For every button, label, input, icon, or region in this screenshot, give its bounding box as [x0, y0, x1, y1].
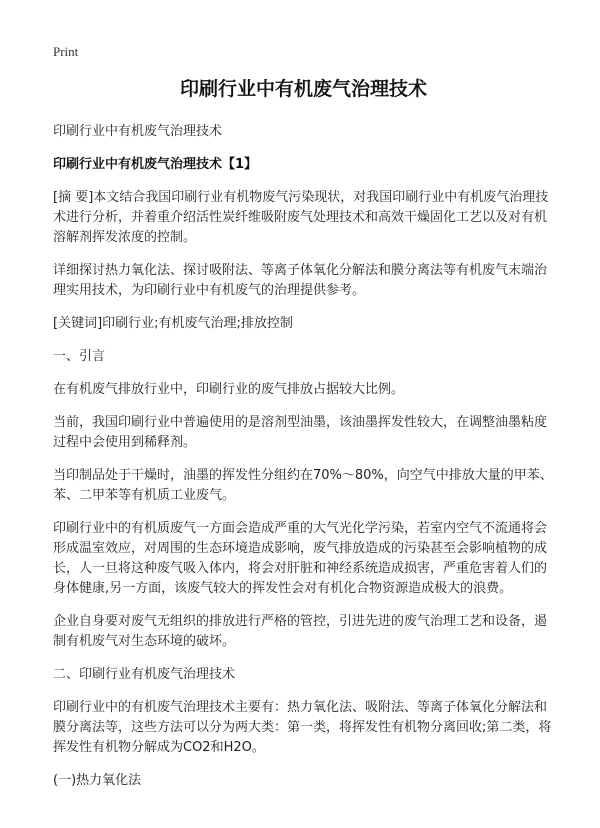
- body-paragraph: 当印制品处于干燥时，油墨的挥发性分组约在70%～80%，向空气中排放大量的甲苯、苯、二甲苯等有机质工业废气。: [53, 468, 553, 503]
- subtitle-paragraph: 印刷行业中有机废气治理技术: [53, 124, 223, 139]
- body-paragraph: 在有机废气排放行业中，印刷行业的废气排放占据较大比例。: [53, 382, 405, 397]
- body-paragraph: 印刷行业中的有机废气治理技术主要有：热力氧化法、吸附法、等离子体氧化分解法和膜分离法等，这些方法可以分为两大类：第一类，将挥发性有机物分离回收;第二类，将挥发性有机物分解成为CO2和H2O。: [53, 700, 552, 755]
- body-paragraph: 详细探讨热力氧化法、探讨吸附法、等离子体氧化分解法和膜分离法等有机废气末端治理实用技术，为印刷行业中有机废气的治理提供参考。: [53, 263, 548, 298]
- document-title: 印刷行业中有机废气治理技术: [179, 78, 427, 100]
- print-label: Print: [53, 44, 79, 59]
- subsection-heading: (一)热力氧化法: [53, 773, 142, 788]
- section-heading: 印刷行业中有机废气治理技术【1】: [53, 157, 258, 172]
- body-paragraph: 企业自身要对废气无组织的排放进行严格的管控，引进先进的废气治理工艺和设备，遏制有机废气对生态环境的破坏。: [53, 614, 548, 649]
- abstract-paragraph: [摘 要]本文结合我国印刷行业有机物废气污染现状，对我国印刷行业中有机废气治理技术进行分析，并着重介绍活性炭纤维吸附废气处理技术和高效干燥固化工艺以及对有机溶解剂挥发浓度的控制。: [53, 190, 549, 245]
- section-heading-technology: 二、印刷行业有机废气治理技术: [53, 667, 236, 682]
- body-paragraph: 当前，我国印刷行业中普遍使用的是溶剂型油墨，该油墨挥发性较大，在调整油墨粘度过程中会使用到稀释剂。: [53, 415, 548, 450]
- section-heading-introduction: 一、引言: [53, 349, 106, 364]
- keywords-paragraph: [关键词]印刷行业;有机废气治理;排放控制: [53, 316, 293, 331]
- body-paragraph: 印刷行业中的有机质废气一方面会造成严重的大气光化学污染，若室内空气不流通将会形成温室效应，对周围的生态环境造成影响，废气排放造成的污染甚至会影响植物的成长，人一旦将这种废气吸入体内，将会对肝脏和神经系统造成损害，严重危害着人们的身体健康,另一方面，该废气较大的挥发性会对有机化合物资源造成极大的浪费。: [53, 521, 548, 596]
